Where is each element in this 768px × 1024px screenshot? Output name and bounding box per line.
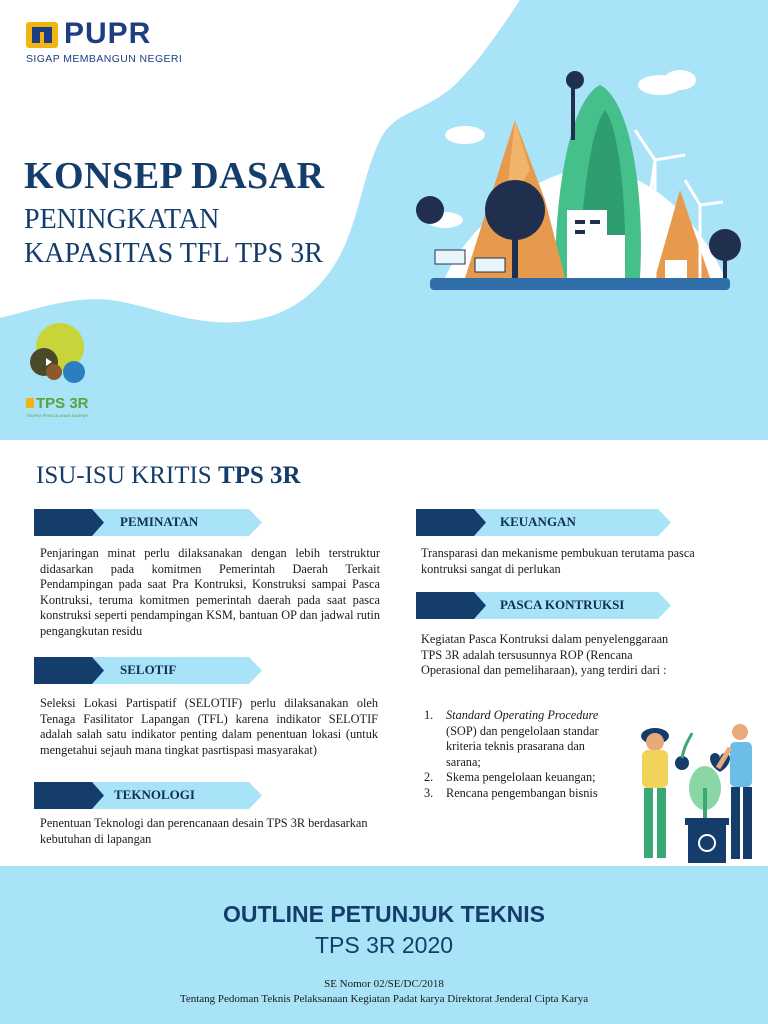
page-title: KONSEP DASAR bbox=[24, 155, 325, 197]
keuangan-tag bbox=[416, 509, 671, 536]
footer-se-number: SE Nomor 02/SE/DC/2018 bbox=[324, 978, 444, 990]
list-item-number: 3. bbox=[424, 785, 434, 800]
tps3r-logo bbox=[24, 322, 104, 422]
section-title-bold: TPS 3R bbox=[217, 462, 301, 489]
peminatan-label: PEMINATAN bbox=[120, 514, 199, 529]
list-item bbox=[420, 770, 620, 786]
list-item-text: (SOP) dan pengelolaan standar kriteria teknis prasarana dan sarana; bbox=[446, 723, 599, 769]
teknologi-tag bbox=[34, 782, 262, 809]
pasca-kontruksi-list bbox=[420, 708, 620, 802]
pupr-emblem-icon bbox=[26, 22, 58, 48]
page-subtitle bbox=[24, 203, 323, 271]
footer-title: OUTLINE PETUNJUK TEKNIS bbox=[222, 901, 546, 927]
section-title-plain: ISU-ISU KRITIS bbox=[36, 462, 212, 489]
teknologi-label: TEKNOLOGI bbox=[114, 787, 195, 802]
logo-tagline: SIGAP MEMBANGUN NEGERI bbox=[26, 53, 183, 65]
pupr-logo bbox=[26, 17, 206, 66]
footer-description: Tentang Pedoman Teknis Pelaksanaan Kegiatan Padat karya Direktorat Jenderal Cipta Karya bbox=[179, 993, 589, 1005]
list-item-number: 2. bbox=[424, 770, 434, 785]
peminatan-text: Penjaringan minat perlu dilaksanakan dengan lebih terstruktur didasarkan pada komitmen Pemerintah Daerah Terkait Pendampingan pada saat Pra Kontruksi, Konstruksi sampai Pasca Kontruksi, teruma komitmen pemerintah daerah pada saat pasca konstruksi seperti pendampingan KSM, bantuan OP dan jadwal rutin pengangkutan residu bbox=[40, 546, 380, 638]
list-item-number: 1. bbox=[424, 708, 434, 722]
subtitle-line-1: PENINGKATAN bbox=[24, 204, 220, 235]
tps3r-logo-subtext: TEMPAT PENGOLAHAN SAMPAH bbox=[26, 413, 89, 418]
pasca-kontruksi-tag bbox=[416, 592, 671, 619]
peminatan-tag bbox=[34, 509, 262, 536]
selotif-text: Seleksi Lokasi Partispatif (SELOTIF) perlu dilaksanakan oleh Tenaga Fasilitator Lapangan (TFL) karena indikator SELOTIF adalah salah satu indikator penting dalam penentuan lokasi (untuk mengetahui sejauh mana tingkat pasrtispasi masyarakat) bbox=[40, 696, 378, 757]
people-recycling-illustration bbox=[630, 718, 768, 866]
subtitle-line-2: KAPASITAS TFL TPS 3R bbox=[24, 238, 323, 269]
list-item-text: Skema pengelolaan keuangan; bbox=[446, 770, 596, 785]
logo-text: PUPR bbox=[64, 17, 152, 50]
keuangan-label: KEUANGAN bbox=[500, 514, 576, 529]
section-title bbox=[36, 462, 301, 490]
footer-subtitle: TPS 3R 2020 bbox=[314, 932, 454, 958]
list-item bbox=[420, 786, 620, 802]
list-item-italic: Standard Operating Procedure bbox=[446, 708, 599, 722]
list-item-text: Rencana pengembangan bisnis bbox=[446, 785, 598, 800]
keuangan-text: Transparasi dan mekanisme pembukuan terutama pasca kontruksi sangat di perlukan bbox=[421, 546, 695, 576]
tps3r-logo-text: TPS 3R bbox=[36, 395, 89, 412]
pasca-kontruksi-text: Kegiatan Pasca Kontruksi dalam penyelenggaraan TPS 3R adalah tersusunnya ROP (Rencana Operasional dan pemeliharaan), yang terdiri dari : bbox=[421, 632, 669, 678]
selotif-label: SELOTIF bbox=[120, 662, 177, 677]
list-item bbox=[420, 708, 620, 770]
eco-city-illustration bbox=[405, 60, 755, 300]
teknologi-text: Penentuan Teknologi dan perencanaan desain TPS 3R berdasarkan kebutuhan di lapangan bbox=[40, 816, 368, 846]
selotif-tag bbox=[34, 657, 262, 684]
pasca-kontruksi-label: PASCA KONTRUKSI bbox=[500, 597, 625, 612]
